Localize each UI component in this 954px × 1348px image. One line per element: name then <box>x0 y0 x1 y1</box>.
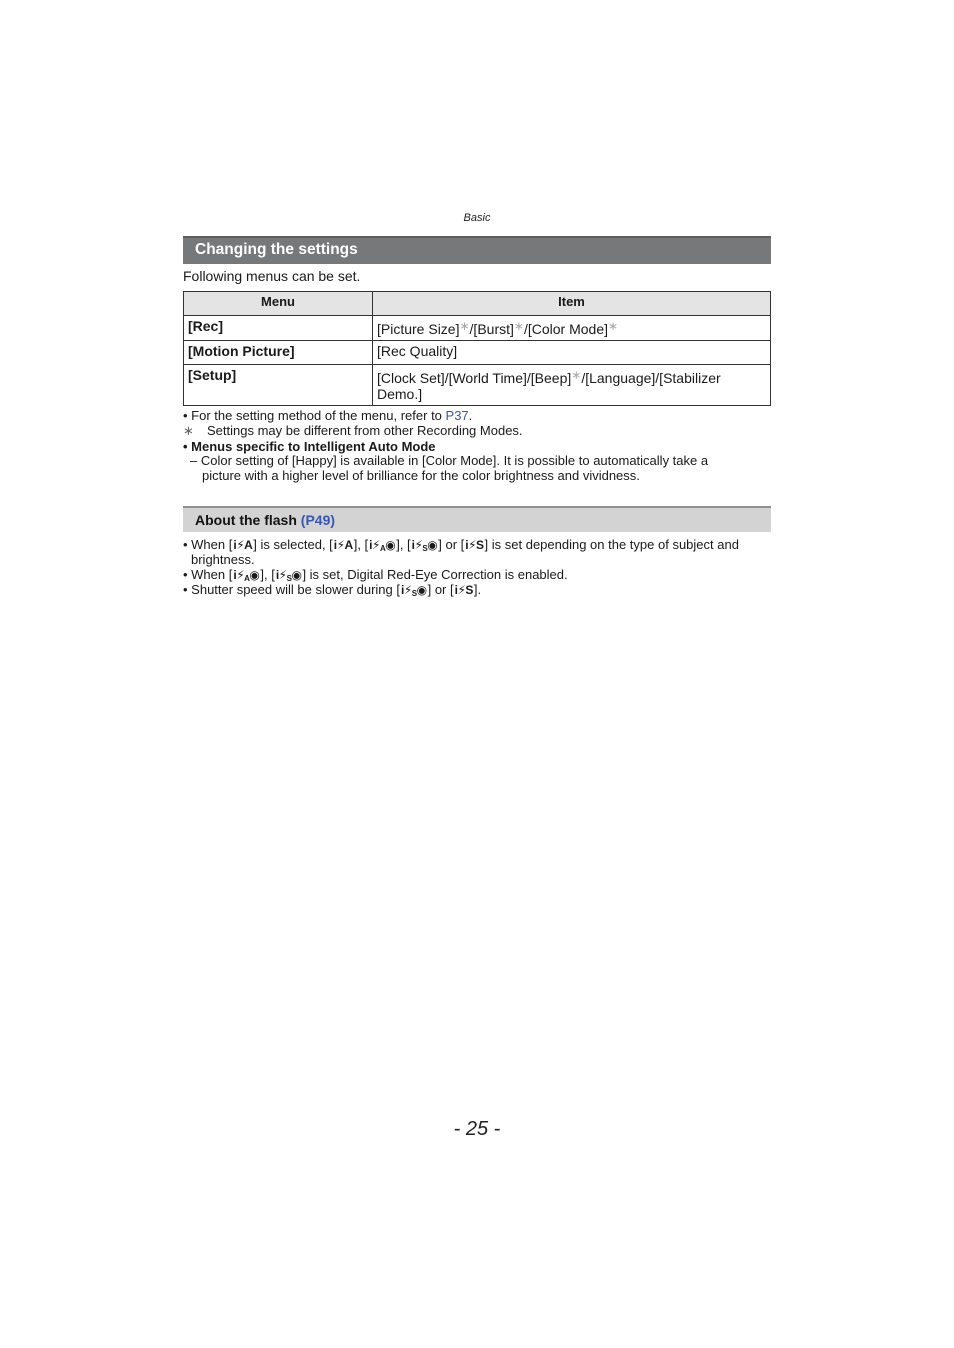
item-text: Demo.] <box>377 386 423 402</box>
flash-auto-icon: i⚡A <box>233 538 253 552</box>
item-text: [Picture Size] <box>377 321 460 337</box>
bullet-text: • Shutter speed will be slower during [ <box>183 582 400 597</box>
footnote-star: ∗ <box>459 319 470 333</box>
table-header-row <box>184 292 771 316</box>
flash-slow-icon: i⚡S <box>454 583 473 597</box>
bullet-text: ] is selected, [ <box>253 537 333 552</box>
table-row <box>184 365 771 406</box>
flash-bullet-1-continued: brightness. <box>191 552 255 567</box>
item-text: [Clock Set]/[World Time]/[Beep] <box>377 370 572 386</box>
section-header-changing-settings <box>183 236 771 264</box>
menu-cell: [Rec] <box>184 316 373 341</box>
section-title: Changing the settings <box>195 241 358 258</box>
note-text: Settings may be different from other Recording Modes. <box>207 423 523 438</box>
bullet-text: ], [ <box>396 537 411 552</box>
note-detail: picture with a higher level of brilliance for the color brightness and vividness. <box>202 468 640 483</box>
section-title-text: About the flash <box>195 512 301 528</box>
footnote-star: ∗ <box>608 319 619 333</box>
note-text: • For the setting method of the menu, refer to <box>183 408 446 423</box>
intro-text: Following menus can be set. <box>183 268 361 284</box>
flash-bullet-3 <box>183 582 773 601</box>
footnote-star: ∗ <box>513 319 524 333</box>
page-link-p49[interactable]: (P49) <box>300 512 336 528</box>
item-text: /[Color Mode] <box>523 321 609 337</box>
note-reference <box>183 408 472 423</box>
bullet-text: • When [ <box>183 567 233 582</box>
chapter-label: Basic <box>463 212 491 224</box>
menu-table <box>183 291 771 406</box>
bullet-text: ], [ <box>260 567 275 582</box>
bullet-text: ]. <box>473 582 482 597</box>
flash-slow-redeye-icon: $i⚡_S◉$ <box>411 538 438 553</box>
item-cell: [Rec Quality] <box>373 341 771 365</box>
flash-slow-redeye-icon: $i⚡_S◉$ <box>275 568 302 583</box>
item-cell <box>373 365 771 406</box>
item-text: /[Language]/[Stabilizer <box>581 370 721 386</box>
flash-slow-icon: i⚡S <box>465 538 484 552</box>
footnote-star: ∗ <box>183 423 194 438</box>
column-header-item: Item <box>373 292 771 316</box>
bullet-text: ] or [ <box>438 537 465 552</box>
note-detail: – Color setting of [Happy] is available in [Color Mode]. It is possible to automatically take a <box>190 453 709 468</box>
item-text: /[Burst] <box>469 321 514 337</box>
note-heading: • Menus specific to Intelligent Auto Mode <box>183 439 436 454</box>
note-footnote <box>183 423 523 438</box>
bullet-text: ] or [ <box>427 582 454 597</box>
section-title <box>195 512 335 528</box>
bullet-text: ] is set depending on the type of subject and <box>484 537 739 552</box>
bullet-text: ], [ <box>353 537 369 552</box>
column-header-menu: Menu <box>184 292 373 316</box>
bullet-text: • When [ <box>183 537 233 552</box>
table-row <box>184 341 771 365</box>
table-row <box>184 316 771 341</box>
flash-auto-redeye-icon: $i⚡_A◉$ <box>233 568 260 583</box>
item-cell <box>373 316 771 341</box>
footnote-star: ∗ <box>571 368 582 382</box>
page-number: - 25 - <box>453 1118 501 1140</box>
flash-auto-redeye-icon: $i⚡_A◉$ <box>369 538 396 553</box>
menu-cell: [Setup] <box>184 365 373 406</box>
menu-cell: [Motion Picture] <box>184 341 373 365</box>
note-text: . <box>468 408 473 423</box>
page-link-p37[interactable]: P37 <box>445 408 469 423</box>
flash-slow-redeye-icon: $i⚡_S◉$ <box>401 583 427 598</box>
bullet-text: ] is set, Digital Red-Eye Correction is enabled. <box>302 567 568 582</box>
flash-auto-icon: i⚡A <box>333 538 353 552</box>
section-header-about-flash <box>183 506 771 532</box>
